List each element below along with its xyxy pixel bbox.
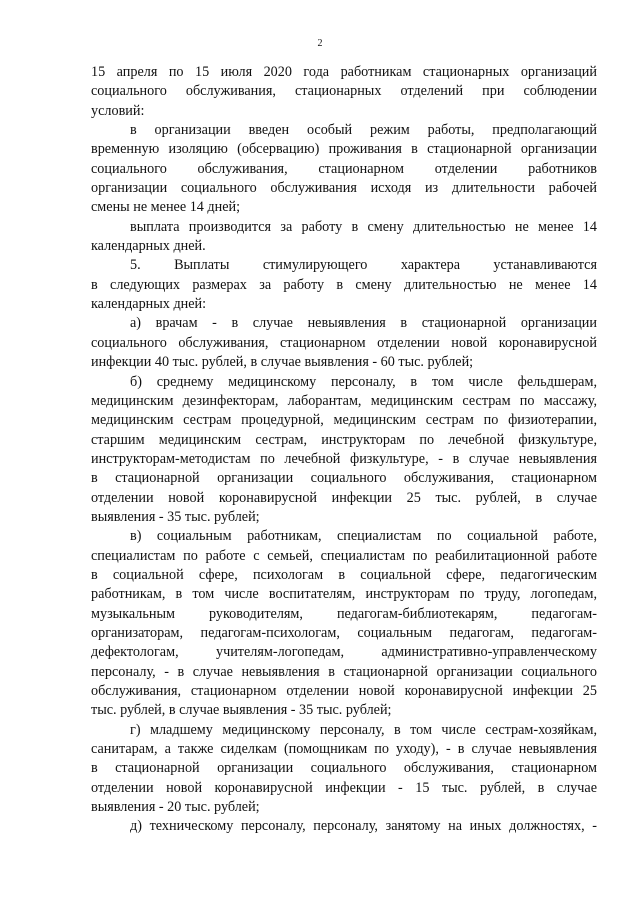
text-line: 5. Выплаты стимулирующего характера устанавливаются (130, 257, 597, 274)
text-line: санитарам, а также сиделкам (помощникам по уходу), - в случае невыявления (91, 741, 597, 758)
text-line: условий: (91, 102, 145, 119)
text-line: музыкальным руководителям, педагогам-библиотекарям, педагогам- (91, 605, 597, 622)
text-line: отделении новой коронавирусной инфекции 25 тыс. рублей, в случае (91, 489, 597, 506)
text-line: в следующих размерах за работу в смену длительностью не менее 14 (91, 276, 597, 293)
text-line: выявления - 20 тыс. рублей; (91, 799, 260, 816)
text-line: г) младшему медицинскому персоналу, в том числе сестрам-хозяйкам, (130, 721, 597, 738)
text-line: дефектологам, учителям-логопедам, административно-управленческому (91, 644, 597, 661)
document-body (91, 63, 597, 837)
text-line: д) техническому персоналу, персоналу, занятому на иных должностях, - (130, 818, 597, 835)
paragraph (91, 218, 597, 257)
paragraph (91, 721, 597, 818)
text-line: выплата производится за работу в смену длительностью не менее 14 (130, 218, 597, 235)
text-line: в) социальным работникам, специалистам по социальной работе, (130, 528, 597, 545)
text-line: социального обслуживания, стационарном отделении работников (91, 160, 597, 177)
text-line: в социальной сфере, психологам в социальной сфере, педагогическим (91, 566, 597, 583)
paragraph (91, 817, 597, 836)
text-line: календарных дней: (91, 296, 207, 313)
text-line: а) врачам - в случае невыявления в стационарной организации (130, 315, 597, 332)
text-line: социального обслуживания, стационарном отделении новой коронавирусной (91, 334, 597, 351)
paragraph (91, 63, 597, 121)
text-line: выявления - 35 тыс. рублей; (91, 508, 260, 525)
text-line: отделении новой коронавирусной инфекции - 15 тыс. рублей, в случае (91, 779, 597, 796)
text-line: социального обслуживания, стационарных отделений при соблюдении (91, 83, 597, 100)
text-line: смены не менее 14 дней; (91, 199, 241, 216)
text-line: персоналу, - в случае невыявления в стационарной организации социального (91, 663, 597, 680)
text-line: в стационарной организации социального обслуживания, стационарном (91, 470, 597, 487)
text-line: медицинским сестрам процедурной, медицинским сестрам по физиотерапии, (91, 412, 597, 429)
text-line: организаторам, педагогам-психологам, социальным педагогам, педагогам- (91, 624, 597, 641)
text-line: медицинским дезинфекторам, лаборантам, медицинским сестрам по массажу, (91, 392, 597, 409)
text-line: в стационарной организации социального обслуживания, стационарном (91, 760, 597, 777)
text-line: календарных дней. (91, 238, 206, 255)
paragraph (91, 121, 597, 218)
text-line: организации социального обслуживания исходя из длительности рабочей (91, 180, 597, 197)
text-line: старшим медицинским сестрам, инструкторам по лечебной физкультуре, (91, 431, 597, 448)
paragraph (91, 314, 597, 372)
text-line: работникам, в том числе воспитателям, инструкторам по труду, логопедам, (91, 586, 597, 603)
text-line: инструкторам-методистам по лечебной физкультуре, - в случае невыявления (91, 450, 597, 467)
text-line: в организации введен особый режим работы, предполагающий (130, 122, 597, 139)
text-line: б) среднему медицинскому персоналу, в том числе фельдшерам, (130, 373, 597, 390)
text-line: временную изоляцию (обсервацию) проживания в стационарной организации (91, 141, 597, 158)
text-line: специалистам по работе с семьей, специалистам по реабилитационной работе (91, 547, 597, 564)
text-line: инфекции 40 тыс. рублей, в случае выявления - 60 тыс. рублей; (91, 354, 474, 371)
paragraph (91, 373, 597, 528)
text-line: 15 апреля по 15 июля 2020 года работникам стационарных организаций (91, 64, 597, 80)
text-line: тыс. рублей, в случае выявления - 35 тыс. рублей; (91, 702, 392, 719)
page-number: 2 (317, 38, 323, 49)
text-line: обслуживания, стационарном отделении новой коронавирусной инфекции 25 (91, 683, 597, 699)
paragraph (91, 527, 597, 720)
paragraph (91, 256, 597, 314)
